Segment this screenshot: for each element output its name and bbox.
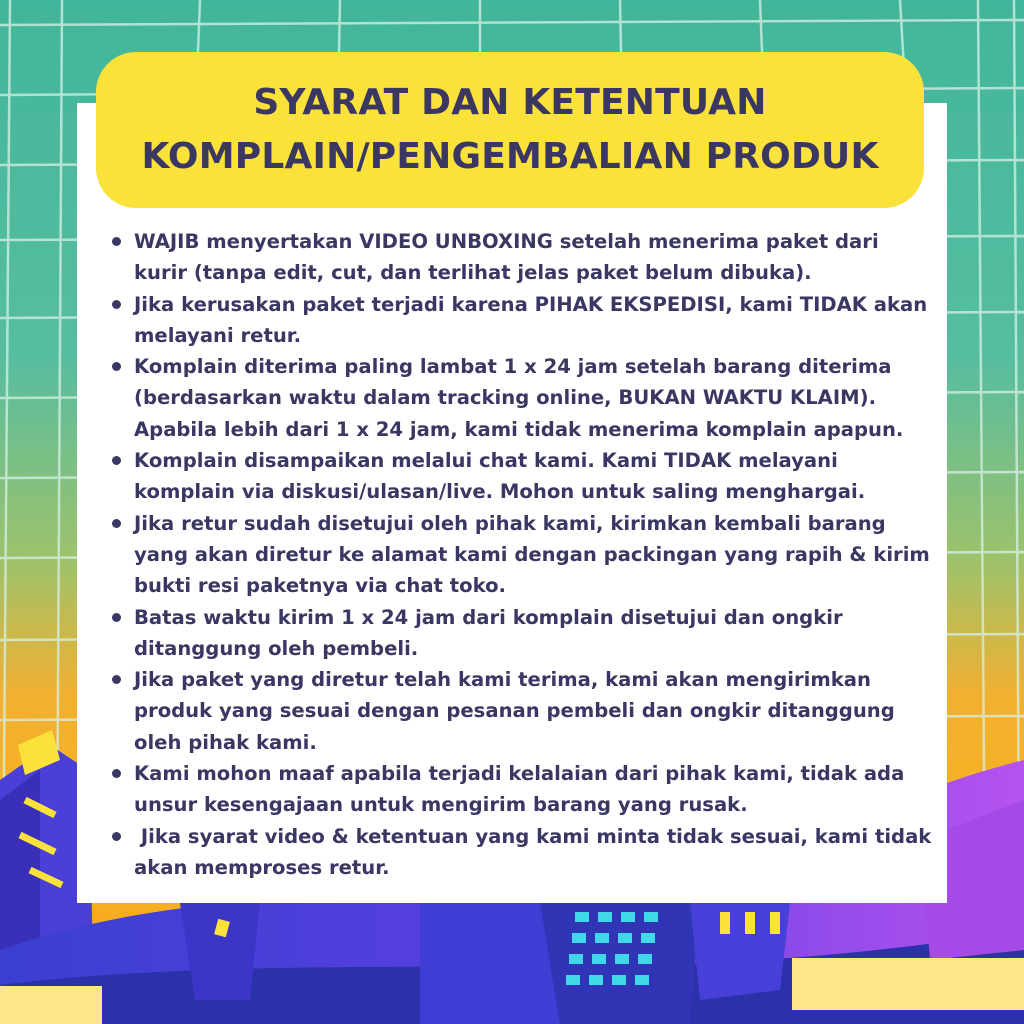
term-line: oleh pihak kami. [134,730,317,754]
term-line: akan memproses retur. [134,855,390,879]
page-title-line-2: KOMPLAIN/PENGEMBALIAN PRODUK [141,136,879,177]
term-line: melayani retur. [134,323,302,347]
bullet-icon [112,675,121,684]
bullet-icon [112,519,121,528]
term-line: komplain via diskusi/ulasan/live. Mohon untuk saling menghargai. [134,480,866,504]
bullet-icon [112,613,121,622]
title-banner [96,52,924,208]
term-line: produk yang sesuai dengan pesanan pembeli dan ongkir ditanggung [134,699,895,723]
term-line: Kami mohon maaf apabila terjadi kelalaian dari pihak kami, tidak ada [134,762,905,786]
term-line: ditanggung oleh pembeli. [134,636,419,660]
term-item [110,289,928,352]
term-line: Komplain disampaikan melalui chat kami. Kami TIDAK melayani [134,449,838,473]
term-line: Komplain diterima paling lambat 1 x 24 jam setelah barang diterima [134,355,892,379]
term-item [110,758,928,821]
term-line: bukti resi paketnya via chat toko. [134,574,506,598]
term-item [110,226,928,289]
page-title-line-1: SYARAT DAN KETENTUAN [253,82,767,123]
term-item [110,821,932,884]
term-item [110,351,928,445]
term-line: WAJIB menyertakan VIDEO UNBOXING setelah menerima paket dari [134,230,879,253]
term-line: yang akan diretur ke alamat kami dengan packingan yang rapih & kirim [134,542,930,566]
terms-list [110,226,932,883]
cream-block-left [0,986,102,1024]
term-line: Jika syarat video & ketentuan yang kami minta tidak sesuai, kami tidak [134,824,932,848]
term-item [110,508,928,602]
term-line: (berdasarkan waktu dalam tracking online, BUKAN WAKTU KLAIM). [134,386,877,410]
bullet-icon [112,300,121,309]
term-line: unsur kesengajaan untuk mengirim barang yang rusak. [134,793,748,817]
term-line: Jika paket yang diretur telah kami terima, kami akan mengirimkan [134,668,871,692]
term-line: Jika retur sudah disetujui oleh pihak kami, kirimkan kembali barang [134,511,886,535]
term-item [110,664,928,758]
bullet-icon [112,832,121,841]
term-item [110,602,928,665]
bullet-icon [112,769,121,778]
term-line: Jika kerusakan paket terjadi karena PIHAK EKSPEDISI, kami TIDAK akan [134,292,928,316]
bullet-icon [112,237,121,246]
term-item [110,445,928,508]
term-line: kurir (tanpa edit, cut, dan terlihat jelas paket belum dibuka). [134,261,812,285]
bullet-icon [112,456,121,465]
term-line: Apabila lebih dari 1 x 24 jam, kami tidak menerima komplain apapun. [134,417,904,441]
term-line: Batas waktu kirim 1 x 24 jam dari komplain disetujui dan ongkir [134,605,843,629]
bullet-icon [112,362,121,371]
cream-block-right [792,958,1024,1010]
